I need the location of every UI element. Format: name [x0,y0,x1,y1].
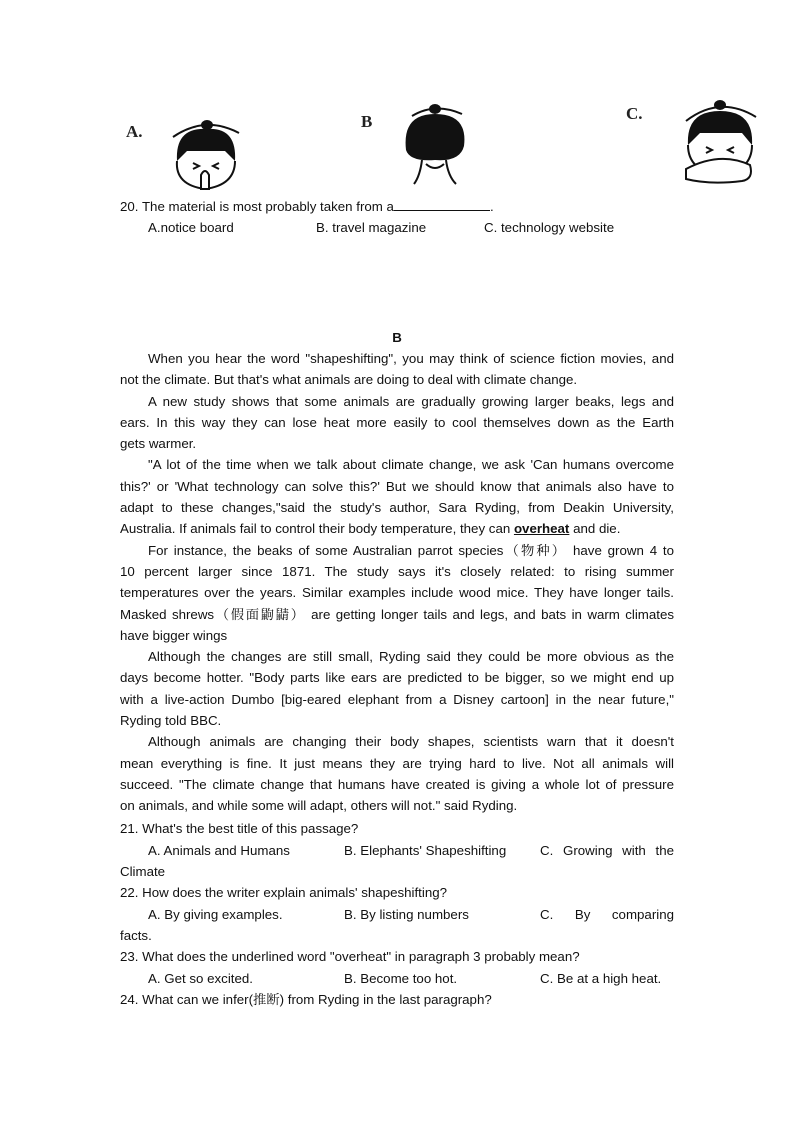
sneeze-hands-picture [165,115,245,193]
question-23: 23. What does the underlined word "overheat" in paragraph 3 probably mean? [120,949,580,964]
paragraph-1: When you hear the word "shapeshifting", you may think of science fiction movies, and not the climate. But that's what animals are doing to deal with climate change. [120,351,674,388]
question-20-text: 20. The material is most probably taken from a [120,199,394,214]
picture-label-c: C. [626,104,643,123]
q22-option-b: B. By listing numbers [344,907,469,922]
question-21: 21. What's the best title of this passage? [120,821,359,836]
q22-option-c: C. By comparing [540,907,674,922]
q20-option-b: B. travel magazine [316,220,427,235]
q23-option-b: B. Become too hot. [344,971,458,986]
back-of-head-picture [400,100,470,190]
section-heading: B [392,330,402,345]
paragraph-4: For instance, the beaks of some Australian parrot species（物种） have grown 4 to 10 percent larger since 1871. The study says it's closely related: to rising summer temperatures over the years. Similar examples include wood mice. They have longer tails. Masked shrews（假面鼩鼱） are getting longer tails and legs, and bats in warm climates have bigger wings [120,542,674,643]
q23-option-c: C. Be at a high heat. [540,971,662,986]
q20-option-a: A.notice board [148,220,234,235]
underlined-word-overheat: overheat [513,521,570,537]
picture-label-b: B [361,112,373,131]
q22-option-c-wrap: facts. [120,928,152,943]
question-22: 22. How does the writer explain animals' shapeshifting? [120,885,448,900]
paragraph-3: "A lot of the time when we talk about climate change, we ask 'Can humans overcome this?' or 'What technology can solve this?' But we should know that animals also have to adapt to these changes,"said the study's author, Sara Ryding, from Deakin University, Australia. If animals fail to control their body temperature, they can overheat and die. [120,457,674,537]
q21-option-b: B. Elephants' Shapeshifting [344,843,507,858]
q20-option-c: C. technology website [484,220,615,235]
q22-option-a: A. By giving examples. [148,907,283,922]
paragraph-6: Although animals are changing their body shapes, scientists warn that it doesn't mean everything is fine. It just means they are trying hard to live. Not all animals will succeed. "The climate change that humans have created is giving a whole lot of pressure on animals, and while some will adapt, others will not." said Ryding. [120,734,674,814]
passage [120,348,674,817]
q21-option-c: C. Growing with the [540,843,674,858]
q21-option-a: A. Animals and Humans [148,843,290,858]
question-24: 24. What can we infer(推断) from Ryding in the last paragraph? [120,992,492,1007]
question-20: 20. The material is most probably taken from a . [120,199,494,214]
q23-option-a: A. Get so excited. [148,971,253,986]
paragraph-5: Although the changes are still small, Ryding said they could be more obvious as the days become hotter. "Body parts like ears are predicted to be bigger, so we might end up with a live-action Dumbo [big-eared elephant from a Disney cartoon] in the near future," Ryding told BBC. [120,649,674,729]
q21-option-c-wrap: Climate [120,864,166,879]
paragraph-2: A new study shows that some animals are gradually growing larger beaks, legs and ears. In this way they can lose heat more easily to cool themselves down as the Earth gets warmer. [120,393,674,452]
answer-blank [394,198,490,211]
sneeze-elbow-picture [680,95,762,185]
picture-label-a: A. [126,122,143,141]
